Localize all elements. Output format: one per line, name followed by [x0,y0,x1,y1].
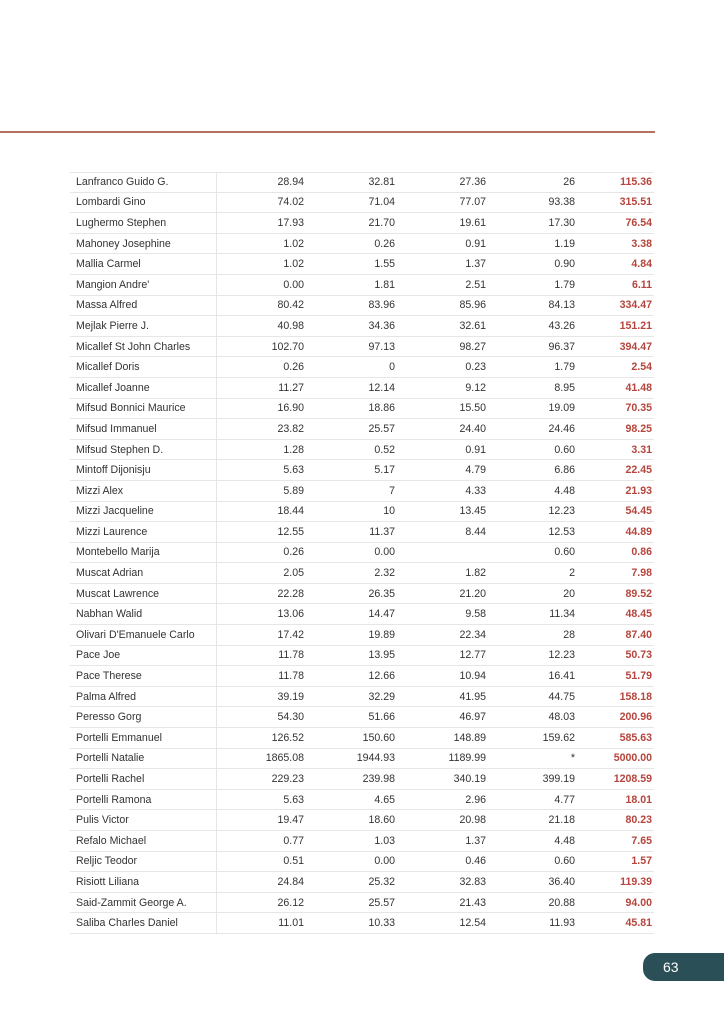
row-value-2: 0 [389,361,395,374]
row-value-2: 1.03 [374,834,395,847]
row-value-1: 40.98 [277,319,304,332]
row-name: Refalo Michael [70,831,217,851]
row-value-4: 12.23 [548,505,575,518]
table-row [70,852,654,873]
row-value-1: 28.94 [277,176,304,189]
row-total: 158.18 [619,690,652,703]
row-value-4: 0.90 [554,258,575,271]
row-value-1: 16.90 [277,402,304,415]
row-value-4: 43.26 [548,319,575,332]
row-name: Said-Zammit George A. [70,893,217,913]
row-value-2: 83.96 [368,299,395,312]
table-row [70,296,654,317]
row-value-3: 41.95 [459,690,486,703]
row-value-3: 32.61 [459,319,486,332]
table-row [70,522,654,543]
row-value-3: 4.33 [465,484,486,497]
table-row [70,275,654,296]
row-total: 2.54 [631,361,652,374]
row-value-2: 150.60 [362,731,395,744]
row-value-4: 12.53 [548,525,575,538]
row-value-1: 1865.08 [265,752,304,765]
row-name: Mahoney Josephine [70,234,217,254]
row-total: 200.96 [619,711,652,724]
row-value-4: 12.23 [548,649,575,662]
row-value-3: 0.91 [465,443,486,456]
row-value-2: 12.66 [368,670,395,683]
row-value-4: 21.18 [548,814,575,827]
row-value-1: 0.26 [283,546,304,559]
row-name: Reljic Teodor [70,852,217,872]
row-name: Lanfranco Guido G. [70,173,217,192]
row-value-4: 1.79 [554,361,575,374]
row-value-2: 10.33 [368,917,395,930]
row-value-2: 51.66 [368,711,395,724]
row-name: Massa Alfred [70,296,217,316]
table-row [70,625,654,646]
row-value-1: 11.78 [278,649,304,662]
row-value-4: 0.60 [554,546,575,559]
row-value-2: 25.32 [368,875,395,888]
row-total: 70.35 [625,402,652,415]
row-value-1: 74.02 [277,196,304,209]
row-value-2: 25.57 [368,896,395,909]
row-value-3: 340.19 [453,773,486,786]
row-value-3: 12.77 [459,649,486,662]
row-value-1: 19.47 [277,814,304,827]
row-total: 41.48 [625,381,652,394]
row-value-4: 8.95 [554,381,575,394]
row-value-1: 1.28 [283,443,304,456]
table-row [70,810,654,831]
row-value-2: 0.52 [374,443,395,456]
row-value-1: 18.44 [277,505,304,518]
row-value-1: 1.02 [283,237,304,250]
row-value-1: 80.42 [277,299,304,312]
row-name: Mizzi Alex [70,481,217,501]
page-number: 63 [663,959,679,975]
row-value-2: 21.70 [368,216,395,229]
row-value-2: 0.00 [374,855,395,868]
row-name: Montebello Marija [70,543,217,563]
row-total: 119.39 [620,875,652,888]
table-row [70,769,654,790]
row-total: 45.81 [625,917,652,930]
table-row [70,213,654,234]
row-value-4: 11.93 [549,917,575,930]
row-name: Nabhan Walid [70,604,217,624]
row-value-3: 0.23 [465,361,486,374]
row-name: Peresso Gorg [70,707,217,727]
table-row [70,584,654,605]
row-name: Mifsud Bonnici Maurice [70,399,217,419]
row-value-3: 1.37 [465,834,486,847]
row-total: 80.23 [625,814,652,827]
row-name: Mallia Carmel [70,254,217,274]
row-total: 94.00 [625,896,652,909]
table-row [70,337,654,358]
table-row [70,749,654,770]
row-name: Olivari D'Emanuele Carlo [70,625,217,645]
row-value-4: 0.60 [554,443,575,456]
row-name: Mintoff Dijonisju [70,460,217,480]
row-name: Mifsud Immanuel [70,419,217,439]
row-name: Mifsud Stephen D. [70,440,217,460]
row-total: 1.57 [631,855,652,868]
row-value-4: * [570,752,575,765]
row-total: 1208.59 [613,773,652,786]
table-row [70,378,654,399]
table-row [70,687,654,708]
row-value-1: 102.70 [271,340,304,353]
row-value-1: 0.51 [283,855,304,868]
row-total: 3.38 [631,237,652,250]
table-row [70,419,654,440]
row-name: Mejlak Pierre J. [70,316,217,336]
table-row [70,707,654,728]
row-value-4: 6.86 [554,464,575,477]
row-total: 48.45 [625,608,652,621]
row-name: Lughermo Stephen [70,213,217,233]
table-row [70,872,654,893]
row-value-2: 13.95 [368,649,395,662]
row-total: 4.84 [631,258,652,271]
row-value-4: 44.75 [548,690,575,703]
row-value-2: 4.65 [374,793,395,806]
row-value-2: 25.57 [368,422,395,435]
row-value-2: 18.86 [368,402,395,415]
row-total: 6.11 [631,278,652,291]
row-value-1: 126.52 [271,731,304,744]
row-value-1: 13.06 [277,608,304,621]
row-value-1: 2.05 [283,567,304,580]
row-value-2: 7 [389,484,395,497]
row-value-4: 0.60 [554,855,575,868]
row-value-3: 77.07 [459,196,486,209]
row-value-2: 0.00 [374,546,395,559]
row-total: 21.93 [625,484,652,497]
row-value-4: 28 [563,628,575,641]
row-value-4: 24.46 [548,422,575,435]
row-value-1: 1.02 [283,258,304,271]
row-value-1: 39.19 [277,690,304,703]
row-value-3: 8.44 [465,525,486,538]
row-total: 151.21 [619,319,652,332]
row-total: 22.45 [625,464,652,477]
row-total: 89.52 [625,587,652,600]
row-value-1: 23.82 [277,422,304,435]
row-value-3: 22.34 [459,628,486,641]
row-total: 0.86 [631,546,652,559]
row-value-4: 93.38 [548,196,575,209]
row-name: Mangion Andre' [70,275,217,295]
row-name: Muscat Lawrence [70,584,217,604]
row-value-3: 21.43 [459,896,486,909]
row-value-3: 4.79 [465,464,486,477]
row-total: 5000.00 [613,752,652,765]
row-value-2: 1.55 [374,258,395,271]
row-value-4: 26 [563,176,575,189]
row-value-2: 10 [383,505,395,518]
row-value-1: 26.12 [277,896,304,909]
table-row [70,399,654,420]
row-value-1: 12.55 [277,525,304,538]
row-name: Pulis Victor [70,810,217,830]
row-total: 87.40 [625,628,652,641]
row-name: Pace Therese [70,666,217,686]
row-value-1: 5.63 [283,464,304,477]
row-value-3: 85.96 [459,299,486,312]
table-row [70,460,654,481]
row-name: Portelli Ramona [70,790,217,810]
row-value-2: 5.17 [374,464,395,477]
row-value-3: 148.89 [453,731,486,744]
row-value-1: 11.27 [278,381,304,394]
row-value-1: 0.26 [283,361,304,374]
row-value-1: 17.93 [277,216,304,229]
row-value-1: 11.78 [278,670,304,683]
row-total: 585.63 [619,731,652,744]
table-row [70,193,654,214]
row-value-1: 5.89 [283,484,304,497]
row-value-4: 399.19 [542,773,575,786]
row-value-2: 34.36 [368,319,395,332]
row-value-2: 18.60 [368,814,395,827]
row-total: 115.36 [620,176,652,189]
row-total: 98.25 [625,422,652,435]
row-name: Micallef St John Charles [70,337,217,357]
row-value-1: 229.23 [271,773,304,786]
row-total: 44.89 [625,525,652,538]
row-value-4: 20.88 [548,896,575,909]
row-name: Muscat Adrian [70,563,217,583]
row-name: Risiott Liliana [70,872,217,892]
table-row [70,831,654,852]
row-value-2: 239.98 [362,773,395,786]
table-row [70,790,654,811]
row-name: Mizzi Laurence [70,522,217,542]
row-value-2: 0.26 [374,237,395,250]
row-value-4: 20 [563,587,575,600]
table-row [70,543,654,564]
row-value-4: 84.13 [548,299,575,312]
row-value-3: 24.40 [459,422,486,435]
row-value-3: 0.46 [465,855,486,868]
table-row [70,440,654,461]
row-value-4: 4.48 [554,834,575,847]
row-total: 51.79 [625,670,652,683]
page-number-badge [643,953,724,981]
row-name: Portelli Rachel [70,769,217,789]
table-row [70,234,654,255]
row-value-3: 12.54 [459,917,486,930]
row-value-4: 19.09 [548,402,575,415]
row-name: Saliba Charles Daniel [70,913,217,933]
table-row [70,316,654,337]
row-value-4: 4.77 [554,793,575,806]
row-value-3: 1.37 [465,258,486,271]
row-value-2: 12.14 [368,381,395,394]
row-value-4: 48.03 [548,711,575,724]
row-value-3: 2.96 [465,793,486,806]
table-row [70,254,654,275]
row-value-3: 9.58 [465,608,486,621]
table-row [70,728,654,749]
row-value-3: 9.12 [465,381,486,394]
row-value-3: 1189.99 [448,752,486,765]
row-name: Lombardi Gino [70,193,217,213]
row-value-3: 0.91 [465,237,486,250]
row-value-3: 10.94 [459,670,486,683]
row-value-2: 2.32 [374,567,395,580]
row-value-4: 2 [569,567,575,580]
row-value-1: 54.30 [277,711,304,724]
row-value-3: 2.51 [465,278,486,291]
row-value-3: 46.97 [459,711,486,724]
table-row [70,893,654,914]
row-value-2: 11.37 [369,525,395,538]
row-value-4: 159.62 [542,731,575,744]
table-row [70,913,654,934]
row-total: 315.51 [619,196,652,209]
row-value-3: 13.45 [459,505,486,518]
row-value-3: 27.36 [459,176,486,189]
row-name: Palma Alfred [70,687,217,707]
row-value-2: 14.47 [368,608,395,621]
row-name: Mizzi Jacqueline [70,502,217,522]
row-value-4: 16.41 [548,670,575,683]
row-value-4: 4.48 [554,484,575,497]
row-value-3: 19.61 [459,216,486,229]
row-value-2: 71.04 [368,196,395,209]
row-value-3: 98.27 [459,340,486,353]
table-row [70,172,654,193]
row-value-4: 11.34 [549,608,575,621]
row-value-3: 32.83 [459,875,486,888]
row-value-1: 17.42 [277,628,304,641]
row-value-1: 24.84 [277,875,304,888]
row-value-2: 32.81 [368,176,395,189]
row-value-2: 1944.93 [356,752,395,765]
data-table [70,172,654,934]
row-total: 7.98 [631,567,652,580]
row-name: Portelli Emmanuel [70,728,217,748]
row-total: 50.73 [625,649,652,662]
row-value-4: 1.79 [554,278,575,291]
row-value-4: 36.40 [548,875,575,888]
row-value-3: 21.20 [459,587,486,600]
header-rule [0,131,655,133]
row-value-2: 32.29 [368,690,395,703]
row-value-1: 5.63 [283,793,304,806]
table-row [70,604,654,625]
row-name: Micallef Doris [70,357,217,377]
row-name: Portelli Natalie [70,749,217,769]
row-value-2: 26.35 [368,587,395,600]
row-value-1: 11.01 [278,917,304,930]
row-total: 7.65 [631,834,652,847]
row-value-1: 0.77 [283,834,304,847]
table-row [70,357,654,378]
table-row [70,666,654,687]
row-name: Pace Joe [70,646,217,666]
row-value-4: 96.37 [548,340,575,353]
table-row [70,481,654,502]
row-value-4: 1.19 [554,237,575,250]
row-value-1: 22.28 [277,587,304,600]
row-total: 76.54 [625,216,652,229]
row-value-4: 17.30 [548,216,575,229]
table-row [70,563,654,584]
row-total: 394.47 [619,340,652,353]
row-value-2: 97.13 [368,340,395,353]
row-name: Micallef Joanne [70,378,217,398]
row-total: 334.47 [619,299,652,312]
row-value-3: 20.98 [459,814,486,827]
row-total: 18.01 [625,793,652,806]
table-row [70,646,654,667]
row-total: 54.45 [625,505,652,518]
row-value-3: 15.50 [459,402,486,415]
row-value-1: 0.00 [283,278,304,291]
row-value-2: 19.89 [368,628,395,641]
row-value-2: 1.81 [374,278,395,291]
row-value-3: 1.82 [465,567,486,580]
row-total: 3.31 [631,443,652,456]
table-row [70,502,654,523]
